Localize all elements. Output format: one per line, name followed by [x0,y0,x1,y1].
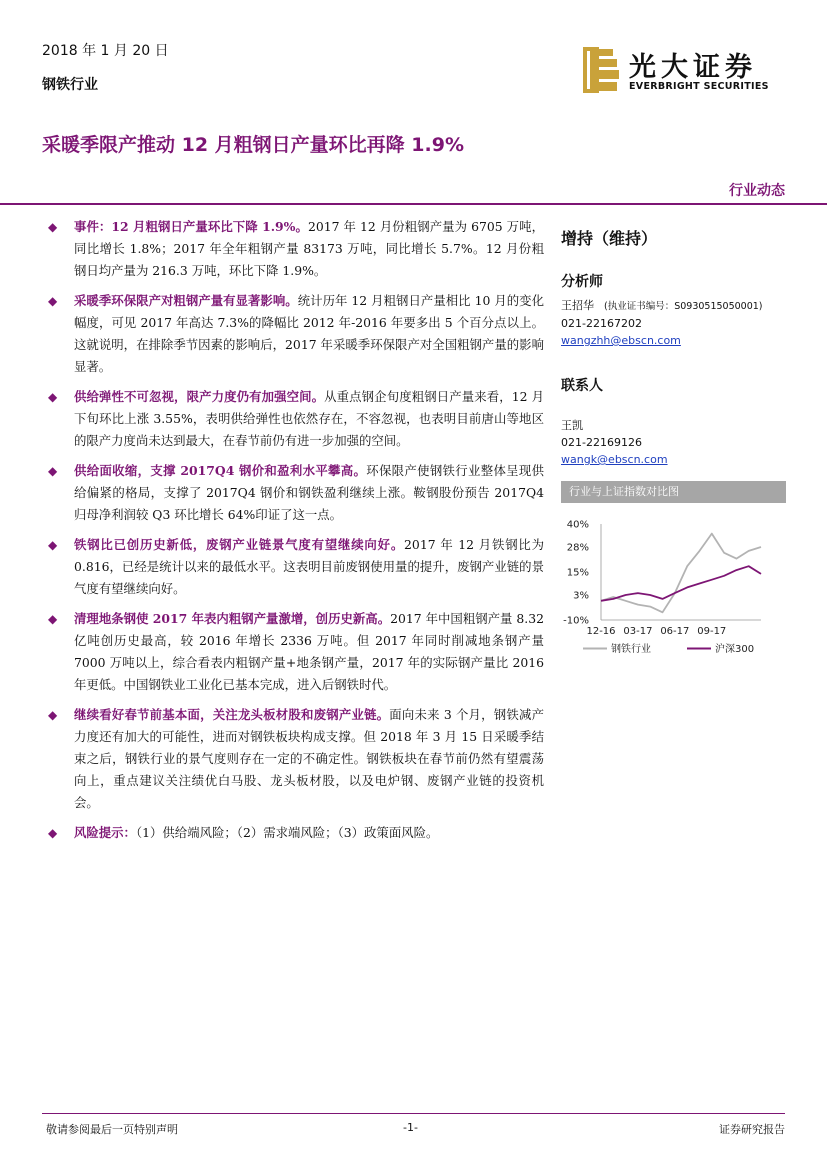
diamond-bullet-icon: ◆ [48,390,58,404]
summary-bullets [46,216,544,852]
analyst-certificate: (执业证书编号：S0930515050001) [604,301,763,312]
bullet-heading: 清理地条钢使 2017 年表内粗钢产量激增，创历史新高。 [74,611,391,626]
y-tick-label: 28% [566,542,589,554]
diamond-bullet-icon: ◆ [48,708,58,722]
investment-rating: 增持（维持） [561,229,658,248]
bullet-item [46,704,544,814]
industry-label: 钢铁行业 [42,77,98,93]
analyst-name-line [561,297,786,315]
chart-title: 行业与上证指数对比图 [569,485,679,498]
x-tick-label: 06-17 [660,626,690,637]
bullet-item [46,386,544,452]
bullet-body: 环保限产使钢铁行业整体呈现供给偏紧的格局，支撑了 2017Q4 钢价和钢铁盈利继续上涨。鞍钢股份预告 2017Q4 归母净利润较 Q3 环比增长 64%印证了这一点。 [74,463,545,522]
sidebar [561,216,786,468]
everbright-logo-icon [583,47,621,93]
contact-phone: 021-22169126 [561,436,642,449]
bullet-item [46,534,544,600]
bullet-body: 2017 年 12 月铁钢比为 0.816，已经是统计以来的最低水平。这表明目前废钢使用量的提升，废钢产业链的景气度有望继续向好。 [74,537,544,596]
document-type: 行业动态 [729,183,785,199]
series-line-steel [601,534,761,613]
footer-disclaimer: 敬请参阅最后一页特别声明 [46,1123,178,1136]
analyst-email-link[interactable]: wangzhh@ebscn.com [561,334,681,347]
bullet-body: 2017 年中国粗钢产量 8.32 亿吨创历史最高，较 2016 年增长 2336 万吨。但 2017 年同时削减地条钢产量 7000 万吨以上，综合看表内粗钢产量+地条钢产量，2017 年的实际钢产量比 2016 年更低。中国钢铁业工业化已基本完成，进入后钢铁时代。 [74,611,544,692]
bullet-heading: 风险提示： [74,825,136,840]
bullet-body: （1）供给端风险；（2）需求端风险；（3）政策面风险。 [135,825,439,840]
bullet-heading: 采暖季环保限产对粗钢产量有显著影响。 [74,293,298,308]
bullet-item [46,460,544,526]
diamond-bullet-icon: ◆ [48,612,58,626]
bullet-heading: 继续看好春节前基本面，关注龙头板材股和废钢产业链。 [74,707,390,722]
company-logo [583,47,783,97]
footer-divider [42,1113,785,1114]
header-divider [0,203,827,205]
y-tick-label: 15% [566,567,589,579]
bullet-heading: 供给弹性不可忽视，限产力度仍有加强空间。 [74,389,325,404]
analyst-heading: 分析师 [561,274,603,290]
report-title: 采暖季限产推动 12 月粗钢日产量环比再降 1.9% [42,134,464,156]
x-tick-label: 12-16 [586,626,616,637]
diamond-bullet-icon: ◆ [48,294,58,308]
analyst-phone: 021-22167202 [561,317,642,330]
comparison-line-chart [561,512,786,662]
logo-english-name: EVERBRIGHT SECURITIES [629,81,769,92]
report-date: 2018 年 1 月 20 日 [42,43,169,59]
analyst-name: 王招华 [561,299,594,312]
diamond-bullet-icon: ◆ [48,826,58,840]
bullet-body: 面向未来 3 个月，钢铁减产力度还有加大的可能性，进而对钢铁板块构成支撑。但 2018 年 3 月 15 日采暖季结束之后，钢铁行业的景气度则存在一定的不确定性。钢铁板块在春节前仍然有望震荡向上，重点建议关注绩优白马股、龙头板材股，以及电炉钢、废钢产业链的投资机会。 [74,707,545,810]
page-number: -1- [403,1121,418,1134]
y-tick-label: 40% [566,519,589,531]
diamond-bullet-icon: ◆ [48,464,58,478]
diamond-bullet-icon: ◆ [48,220,58,234]
contact-heading: 联系人 [561,378,603,394]
contact-name: 王凯 [561,419,583,432]
bullet-item [46,822,544,844]
series-line-hs300 [601,566,761,601]
bullet-heading: 铁钢比已创历史新低，废钢产业链景气度有望继续向好。 [74,537,405,552]
bullet-heading: 事件：12 月粗钢日产量环比下降 1.9%。 [74,219,308,234]
x-tick-label: 03-17 [623,626,653,637]
y-tick-label: -10% [563,615,589,627]
contact-email-link[interactable]: wangk@ebscn.com [561,453,668,466]
legend-label: 钢铁行业 [611,644,651,655]
y-tick-label: 3% [573,590,589,602]
chart-title-bar [561,481,786,503]
footer-report-type: 证券研究报告 [719,1123,785,1136]
logo-chinese-name: 光大证券 [629,52,757,83]
x-tick-label: 09-17 [697,626,727,637]
bullet-item [46,290,544,378]
diamond-bullet-icon: ◆ [48,538,58,552]
bullet-body: 统计历年 12 月粗钢日产量相比 10 月的变化幅度，可见 2017 年高达 7.3%的降幅比 2012 年-2016 年要多出 5 个百分点以上。这就说明，在排除季节因素的影响后，2017 年采暖季环保限产对全国粗钢产量的影响显著。 [74,293,545,374]
bullet-heading: 供给面收缩，支撑 2017Q4 钢价和盈利水平攀高。 [74,463,367,478]
bullet-item [46,608,544,696]
bullet-item [46,216,544,282]
bullet-body: 2017 年 12 月份粗钢产量为 6705 万吨，同比增长 1.8%；2017 年全年粗钢产量 83173 万吨，同比增长 5.7%。12 月份粗钢日均产量为 216.3 万吨，环比下降 1.9%。 [74,219,544,278]
bullet-body: 从重点钢企旬度粗钢日产量来看，12 月下旬环比上涨 3.55%，表明供给弹性也依然存在，不容忽视，也表明目前唐山等地区的限产力度尚未达到最大，在春节前仍有进一步加强的空间。 [74,389,544,448]
legend-label: 沪深300 [715,644,755,655]
